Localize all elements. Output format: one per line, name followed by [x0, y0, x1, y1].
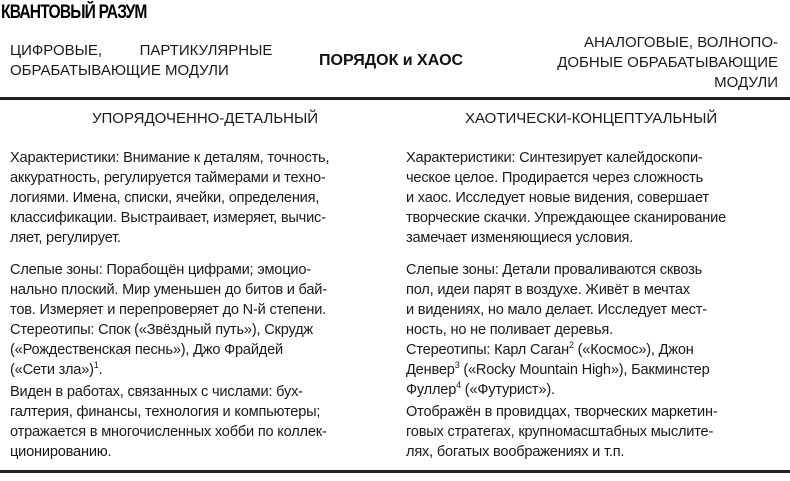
text-line: нально плоский. Мир уменьшен до битов и бай- [10, 282, 327, 298]
right-blind-zones [406, 260, 707, 340]
text: («Rocky Mountain High»), Бакминстер [459, 362, 710, 378]
right-column-heading: ХАОТИЧЕСКИ-КОНЦЕПТУАЛЬНЫЙ [465, 110, 718, 127]
left-seen-in [10, 382, 327, 462]
text: Фуллер [406, 382, 457, 398]
header-right-line: ДОБНЫЕ ОБРАБАТЫВАЮЩИЕ [557, 54, 778, 71]
left-blind-zones [10, 260, 327, 320]
text-line: Слепые зоны: Порабощён цифрами; эмоцио- [10, 262, 311, 278]
text-line: ность, но не поливает деревья. [406, 322, 613, 338]
bottom-divider [0, 470, 790, 473]
text-line: говых стратегах, крупномасштабных мыслите- [406, 424, 714, 440]
header-right-line: АНАЛОГОВЫЕ, ВОЛНОПО- [583, 34, 778, 51]
text: Денвер [406, 362, 455, 378]
text-line: и хаос. Исследует новые видения, совершает [406, 190, 709, 206]
text-line [406, 360, 710, 380]
footnote-marker: 4 [456, 380, 461, 391]
header-right-line: МОДУЛИ [714, 74, 778, 91]
text-line: аккуратность, регулируется таймерами и техно- [10, 170, 326, 186]
text-line: Слепые зоны: Детали проваливаются сквозь [406, 262, 703, 278]
header-right [557, 33, 778, 93]
text-line: лях, богатых воображениях и т.п. [406, 444, 625, 460]
text: («Сети зла») [10, 362, 94, 378]
text-line: замечает изменяющиеся условия. [406, 230, 634, 246]
header-left-line: ОБРАБАТЫВАЮЩИЕ МОДУЛИ [10, 62, 229, 79]
text-line [406, 380, 710, 400]
text-line: тов. Измеряет и перепроверяет до N-й степени. [10, 302, 327, 318]
right-stereotypes [406, 340, 710, 400]
left-characteristics [10, 148, 329, 248]
left-column-heading: УПОРЯДОЧЕННО-ДЕТАЛЬНЫЙ [92, 110, 319, 127]
page-title: КВАНТОВЫЙ РАЗУМ [1, 2, 147, 23]
text-line [10, 360, 313, 380]
text-line: творческие скачки. Упреждающее сканирование [406, 210, 727, 226]
text-line: Отображён в провидцах, творческих маркетин- [406, 404, 718, 420]
text-line: Стереотипы: Спок («Звёздный путь»), Скрудж [10, 322, 313, 338]
right-characteristics [406, 148, 726, 248]
text-line: («Рождественская песнь»), Джо Фрайдей [10, 342, 283, 358]
text-line: Характеристики: Внимание к деталям, точность, [10, 150, 330, 166]
text-line [406, 340, 710, 360]
text: («Футурист»). [460, 382, 555, 398]
text-line: логиями. Имена, списки, ячейки, определения, [10, 190, 320, 206]
text-line: пол, идеи парят в воздухе. Живёт в мечтах [406, 282, 690, 298]
footnote-marker: 1 [93, 360, 99, 371]
header-divider [0, 97, 790, 100]
text-line: классификации. Выстраивает, измеряет, вычис- [10, 210, 326, 226]
text-line: и видениях, но мало делает. Исследует мест- [406, 302, 707, 318]
text-line: галтерия, финансы, технология и компьютеры; [10, 404, 321, 420]
header-left-line: ЦИФРОВЫЕ, ПАРТИКУЛЯРНЫЕ [10, 42, 273, 59]
text: Стереотипы: Карл Саган [406, 342, 569, 358]
header-left [10, 41, 272, 81]
header-center-title: ПОРЯДОК и ХАОС [319, 52, 464, 69]
text: . [98, 362, 103, 378]
text-line: ционированию. [10, 444, 112, 460]
text: («Космос»), Джон [573, 342, 694, 358]
text-line: Характеристики: Синтезирует калейдоскопи- [406, 150, 703, 166]
text-line: отражается в многочисленных хобби по коллек- [10, 424, 327, 440]
text-line: ческое целое. Продирается через сложность [406, 170, 704, 186]
right-seen-in [406, 402, 718, 462]
text-line: Виден в работах, связанных с числами: бух- [10, 384, 303, 400]
left-stereotypes [10, 320, 313, 380]
text-line: ляет, регулирует. [10, 230, 121, 246]
footnote-marker: 2 [568, 340, 574, 351]
footnote-marker: 3 [454, 360, 460, 371]
